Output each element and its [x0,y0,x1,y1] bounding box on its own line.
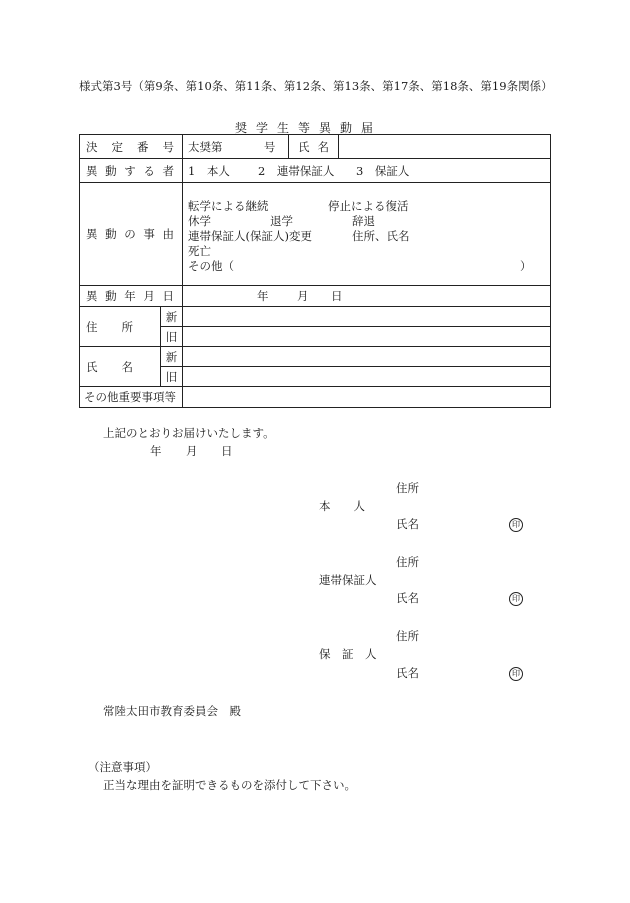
name-field[interactable] [339,135,551,159]
fullname-new-label: 新 [161,347,183,367]
reason-other[interactable]: その他（ [188,258,234,273]
reason-decline[interactable]: 辞退 [352,213,375,228]
signer-self-address-label: 住所 [396,481,419,495]
signer-guarantor-address-label: 住所 [396,629,419,643]
reason-resume-after-stop[interactable]: 停止による復活 [328,198,409,213]
seal-icon: 印 [509,667,523,681]
reason-other-close: ） [520,258,532,273]
reason-options[interactable] [183,183,551,286]
form-number-note: 様式第3号（第9条、第10条、第11条、第12条、第13条、第17条、第18条、第19条関係） [79,79,553,93]
signer-self-role: 本 人 [319,499,365,513]
address-old-label: 旧 [161,327,183,347]
change-date-day: 日 [331,289,343,303]
decision-number-row [80,135,551,159]
address-label: 住所 [80,307,161,347]
addressee: 常陸太田市教育委員会 殿 [103,704,241,718]
change-date-field[interactable] [183,286,551,307]
signer-self-name-label: 氏名 [396,517,419,531]
address-new-label: 新 [161,307,183,327]
signer-guarantor-role: 保 証 人 [319,647,377,661]
decision-number-suffix: 号 [263,139,276,154]
reason-row [80,183,551,286]
change-notification-table [79,134,551,408]
decision-number-label: 決定番号 [80,135,183,159]
seal-icon: 印 [509,518,523,532]
notes-heading: （注意事項） [88,760,157,774]
mover-row [80,159,551,183]
change-date-year: 年 [257,289,269,303]
address-new-field[interactable] [183,307,551,327]
reason-leave-of-absence[interactable]: 休学 [188,213,211,228]
change-date-month: 月 [297,289,309,303]
address-old-field[interactable] [183,327,551,347]
fullname-new-row [80,347,551,367]
other-matters-field[interactable] [183,387,551,408]
address-new-row [80,307,551,327]
signer-guarantor-name-label: 氏名 [396,666,419,680]
mover-option-self[interactable]: 1 本人 [188,163,230,178]
reason-withdrawal[interactable]: 退学 [270,213,293,228]
mover-options[interactable] [183,159,551,183]
submit-date-day: 日 [221,444,233,458]
submit-date-month: 月 [186,444,198,458]
signer-joint-guarantor-address-label: 住所 [396,555,419,569]
notice-text: 上記のとおりお届けいたします。 [103,426,275,440]
notes-text: 正当な理由を証明できるものを添付して下さい。 [103,778,356,792]
mover-option-joint-guarantor[interactable]: 2 連帯保証人 [258,163,335,178]
decision-number-prefix: 太奨第 [188,139,223,154]
reason-death[interactable]: 死亡 [188,243,211,258]
form-title: 奨学生等異動届 [235,121,383,135]
reason-address-name[interactable]: 住所、氏名 [352,228,410,243]
mover-option-guarantor[interactable]: 3 保証人 [356,163,410,178]
reason-guarantor-change[interactable]: 連帯保証人(保証人)変更 [188,228,312,243]
fullname-new-field[interactable] [183,347,551,367]
name-label: 氏名 [289,135,339,159]
decision-number-field[interactable] [183,135,289,159]
reason-transfer-continue[interactable]: 転学による継続 [188,198,269,213]
reason-label: 異動の事由 [80,183,183,286]
seal-icon: 印 [509,592,523,606]
other-matters-row [80,387,551,408]
fullname-label: 氏名 [80,347,161,387]
change-date-row [80,286,551,307]
fullname-old-label: 旧 [161,367,183,387]
mover-label: 異動する者 [80,159,183,183]
signer-joint-guarantor-role: 連帯保証人 [319,573,377,587]
other-matters-label: その他重要事項等 [80,387,183,408]
fullname-old-field[interactable] [183,367,551,387]
change-date-label: 異動年月日 [80,286,183,307]
submit-date-year: 年 [150,444,162,458]
signer-joint-guarantor-name-label: 氏名 [396,591,419,605]
